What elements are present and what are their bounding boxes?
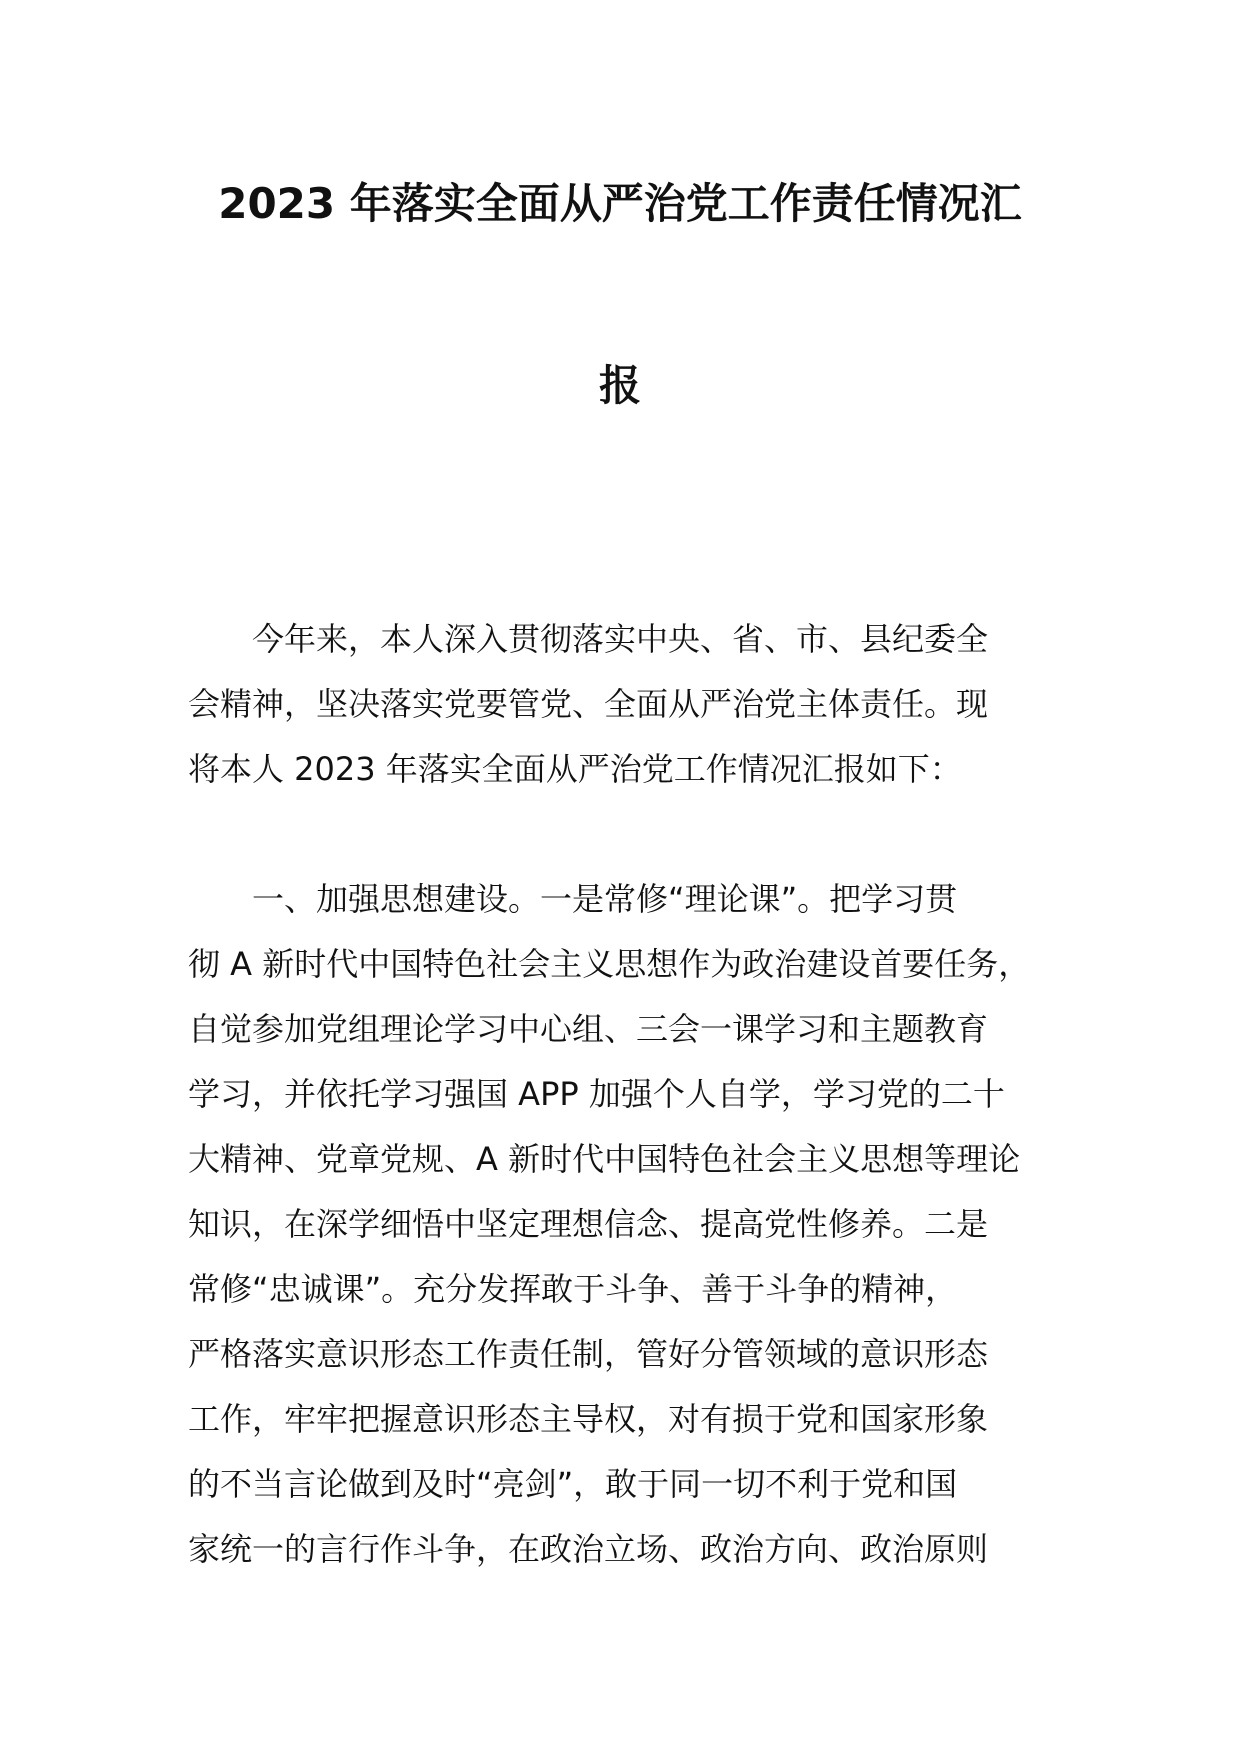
paragraph-2-line-10: 的不当言论做到及时“亮剑”，敢于同一切不利于党和国 <box>188 1465 958 1503</box>
paragraph-2-line-3: 自觉参加党组理论学习中心组、三会一课学习和主题教育 <box>188 1010 989 1048</box>
paragraph-2-line-5: 大精神、党章党规、A 新时代中国特色社会主义思想等理论 <box>188 1140 1021 1178</box>
paragraph-2-line-9: 工作，牢牢把握意识形态主导权，对有损于党和国家形象 <box>188 1400 989 1438</box>
paragraph-2-line-2: 彻 A 新时代中国特色社会主义思想作为政治建设首要任务， <box>188 945 1031 983</box>
paragraph-2-line-7: 常修“忠诚课”。充分发挥敢于斗争、善于斗争的精神， <box>188 1270 958 1308</box>
paragraph-2-line-8: 严格落实意识形态工作责任制，管好分管领域的意识形态 <box>188 1335 989 1373</box>
paragraph-1-line-1: 今年来，本人深入贯彻落实中央、省、市、县纪委全 <box>252 620 989 658</box>
document-title-line-1: 2023 年落实全面从严治党工作责任情况汇 <box>218 179 1022 228</box>
paragraph-1-line-3: 将本人 2023 年落实全面从严治党工作情况汇报如下： <box>188 750 962 788</box>
paragraph-1-line-2: 会精神，坚决落实党要管党、全面从严治党主体责任。现 <box>188 685 989 723</box>
document-title-line-2: 报 <box>598 361 641 410</box>
paragraph-2-line-6: 知识，在深学细悟中坚定理想信念、提高党性修养。二是 <box>188 1205 989 1243</box>
paragraph-2-line-4: 学习，并依托学习强国 APP 加强个人自学，学习党的二十 <box>188 1075 1005 1113</box>
paragraph-2-line-1: 一、加强思想建设。一是常修“理论课”。把学习贯 <box>252 880 958 918</box>
paragraph-2-line-11: 家统一的言行作斗争，在政治立场、政治方向、政治原则 <box>188 1530 989 1568</box>
